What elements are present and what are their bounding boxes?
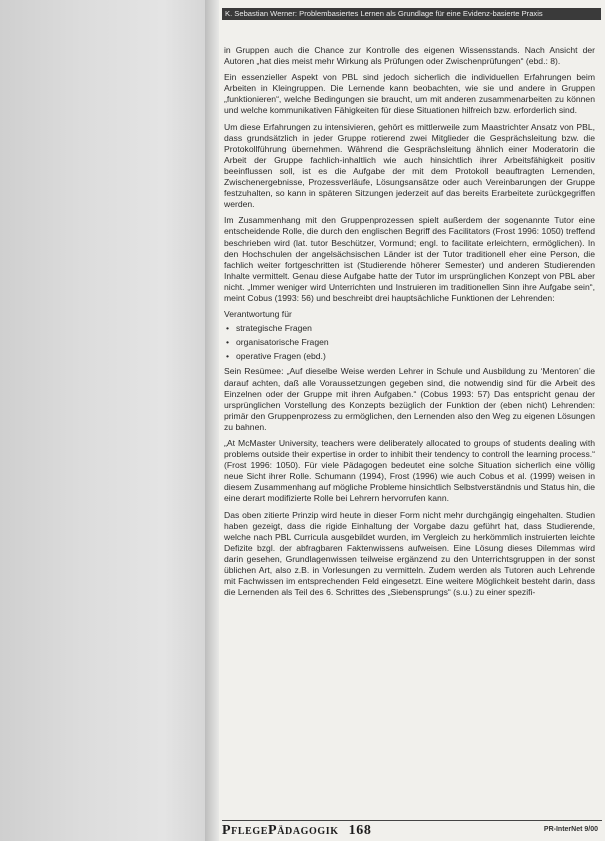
paragraph: Das oben zitierte Prinzip wird heute in dieser Form nicht mehr durchgängig eingehalten. Studien haben gezeigt, dass die rigide Einhaltung der Vorgabe dazu geführt hat, dass Studierende, welche nach PBL Curricula ausgebildet wurden, im Vergleich zu herkömmlich instruierten leichte Defizite bzgl. der abfragbaren Faktenwissens aufweisen. Eine Lösung dieses Dilemmas wird darin gesehen, Grundlagenwissen teilweise ergänzend zu den Unterrichtsgruppen in der sonst üblichen Art, also z.B. in Vorlesungen zu vermitteln. Zudem werden als Tutoren auch Lehrende mit Fachwissen im entsprechenden Feld eingesetzt. Eine weitere Möglichkeit besteht darin, dass die Lernenden als Teil des 6. Schrittes des „Siebensprungs“ (s.u.) zu einer spezifi-	[224, 509, 595, 598]
list-item: • strategische Fragen	[224, 323, 595, 334]
journal-name: PflegePädagogik	[222, 823, 339, 838]
gutter-shadow	[205, 0, 219, 841]
list-intro: Verantwortung für	[224, 309, 292, 320]
journal-brand	[222, 823, 371, 839]
paragraph: „At McMaster University, teachers were deliberately allocated to groups of students dealing with problems outside their expertise in order to inhibit their tendency to controll the learning process.“ (Frost 1996: 1050). Für viele Pädagogen bedeutet eine solche Situation sicherlich eine völlig neue Sicht ihrer Rolle. Schumann (1994), Frost (1996) wie auch Cobus et al. (1999) weisen in diesem Zusammenhang auf mögliche Probleme hinsichtlich Selbstverständnis und Status hin, die eine derart modifizierte Rolle bei Lehrern hervorrufen kann.	[224, 438, 595, 504]
issue-label: PR-InterNet 9/00	[543, 826, 598, 833]
paragraph: Im Zusammenhang mit den Gruppenprozessen spielt außerdem der sogenannte Tutor eine entscheidende Rolle, die durch den englischen Begriff des Facilitators (Frost 1996: 1050) treffend beschrieben wird (lat. tutor Beschützer, Vormund; engl. to facilitate erleichtern, ermöglichen). In den Hochschulen der angelsächsischen Länder ist der Tutor traditionell eher eine Person, die fachlich weiter fortgeschritten ist (Studierende höherer Semester) und anderen Studierenden Inhalte vermittelt. Genau diese Aufgabe hatte der Tutor im ursprünglichen Konzept von PBL aber nicht. „Immer weniger wird Unterrichten und Instruieren im traditionellen Sinn ihre Aufgabe sein“, meint Cobus (1993: 56) und beschreibt drei hauptsächliche Funktionen der Lehrenden:	[224, 215, 595, 303]
paragraph: Um diese Erfahrungen zu intensivieren, gehört es mittlerweile zum Maastrichter Ansatz von PBL, dass grundsätzlich in jeder Gruppe rotierend zwei Mitglieder die Gesprächsleitung bzw. die Protokollführung übernehmen. Während die Gesprächsleitung ähnlich einer Moderatorin die Arbeit der Gruppe fachlich-inhaltlich wie auch hinsichtlich ihrer Arbeitsfähigkeit positiv beeinflussen soll, ist es die Aufgabe der mit dem Protokoll beauftragten Lernenden, Zwischenergebnisse, Prozessverläufe, Lösungsansätze oder auch Vereinbarungen der Gruppe festzuhalten, so kann in späteren Sitzungen jederzeit auf das bereits Erarbeitete zurückgegriffen werden.	[224, 121, 595, 210]
article-body	[224, 45, 595, 603]
page-number: 168	[348, 823, 372, 838]
paragraph: Ein essenzieller Aspekt von PBL sind jedoch sicherlich die individuellen Erfahrungen beim Arbeiten in Kleingruppen. Die Lernende kann beobachten, wie sie und andere in Gruppen „funktionieren“, welche Bedingungen sie braucht, um mit anderen zusammenarbeiten zu können und welche kommunikativen Fähigkeiten für diese Situationen hilfreich bzw. erforderlich sind.	[224, 72, 595, 116]
running-header: K. Sebastian Werner: Problembasiertes Lernen als Grundlage für eine Evidenz-basierte Praxis	[222, 8, 601, 20]
list-item: • organisatorische Fragen	[224, 337, 595, 348]
paragraph: Sein Resümee: „Auf dieselbe Weise werden Lehrer in Schule und Ausbildung zu ‘Mentoren’ die darauf achten, daß alle Voraussetzungen gegeben sind, die notwendig sind für die Arbeit des Einzelnen oder der Gruppe mit ihren Aufgaben.“ (Cobus 1993: 57) Das entspricht genau der ursprünglichen Vorstellung des Konzepts bezüglich der Funktion der (eben nicht) Lehrenden: primär den Gruppenprozess zu ermöglichen, den Lernenden also den Weg zu eigenen Lösungen zu bahnen.	[224, 366, 595, 432]
paragraph: in Gruppen auch die Chance zur Kontrolle des eigenen Wissensstands. Nach Ansicht der Autoren „hat dies meist mehr Wirkung als Prüfungen oder Zwischenprüfungen“ (ebd.: 8).	[224, 45, 595, 67]
bullet-list	[224, 323, 595, 362]
page-footer	[222, 820, 602, 837]
list-item: • operative Fragen (ebd.)	[224, 351, 595, 362]
book-binding-shadow	[0, 0, 205, 841]
